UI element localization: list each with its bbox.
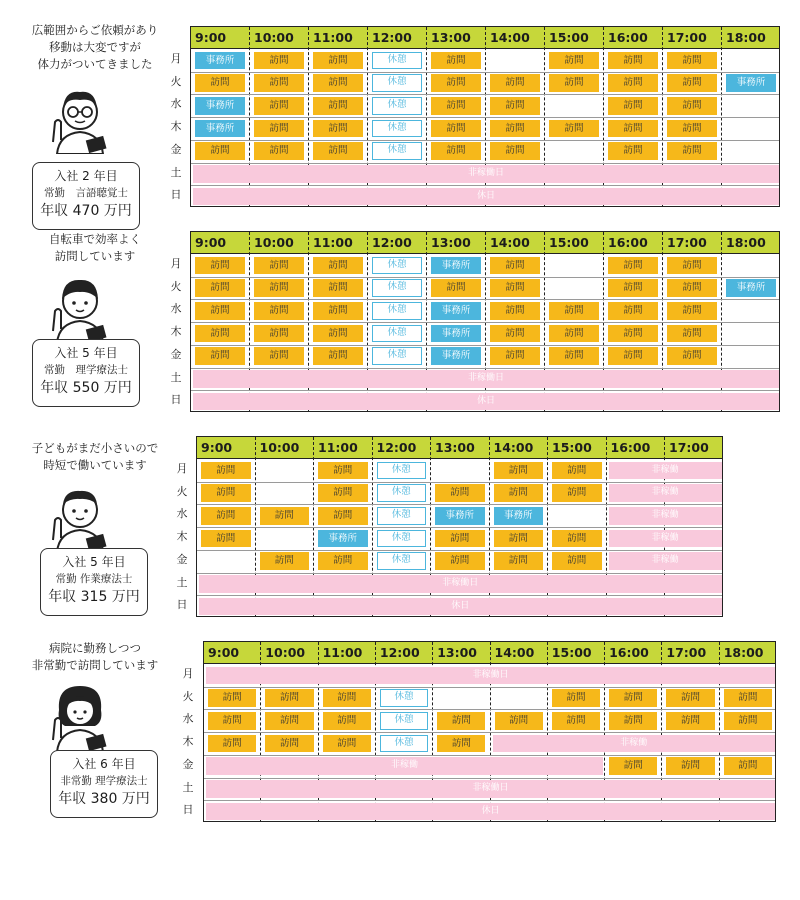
break-slot: 休憩 bbox=[372, 347, 422, 365]
schedule-grid bbox=[196, 436, 723, 617]
profile-caption: 病院に勤務しつつ 非常勤で訪問しています bbox=[31, 641, 159, 672]
break-slot: 休憩 bbox=[377, 552, 427, 570]
office-slot: 事務所 bbox=[431, 302, 481, 320]
visit-slot: 訪問 bbox=[495, 712, 543, 730]
weekday-label: 木 bbox=[182, 735, 194, 749]
visit-slot: 訪問 bbox=[666, 712, 714, 730]
time-header-cell: 11:00 bbox=[313, 235, 353, 250]
non-working-block: 非稼働 bbox=[609, 552, 722, 570]
time-header-cell: 10:00 bbox=[254, 30, 294, 45]
office-slot: 事務所 bbox=[431, 325, 481, 343]
time-header-cell: 11:00 bbox=[322, 645, 363, 660]
visit-slot: 訪問 bbox=[490, 120, 540, 138]
annual-salary: 年収 550 万円 bbox=[40, 380, 132, 396]
visit-slot: 訪問 bbox=[195, 302, 245, 320]
visit-slot: 訪問 bbox=[667, 257, 717, 275]
visit-slot: 訪問 bbox=[608, 279, 658, 297]
visit-slot: 訪問 bbox=[667, 279, 717, 297]
weekday-label: 木 bbox=[170, 325, 182, 339]
office-slot: 事務所 bbox=[494, 507, 544, 525]
break-slot: 休憩 bbox=[372, 97, 422, 115]
break-slot: 休憩 bbox=[372, 257, 422, 275]
row-divider bbox=[191, 185, 779, 186]
break-slot: 休憩 bbox=[380, 689, 428, 707]
break-slot: 休憩 bbox=[377, 462, 427, 480]
weekday-label: 月 bbox=[170, 52, 182, 65]
break-slot: 休憩 bbox=[377, 507, 427, 525]
visit-slot: 訪問 bbox=[608, 97, 658, 115]
staff-info-box bbox=[32, 162, 140, 230]
visit-slot: 訪問 bbox=[323, 712, 371, 730]
visit-slot: 訪問 bbox=[195, 142, 245, 160]
row-divider bbox=[204, 800, 775, 801]
visit-slot: 訪問 bbox=[667, 120, 717, 138]
visit-slot: 訪問 bbox=[318, 552, 368, 570]
time-header-cell: 13:00 bbox=[435, 440, 475, 455]
visit-slot: 訪問 bbox=[549, 120, 599, 138]
visit-slot: 訪問 bbox=[608, 74, 658, 92]
non-working-block: 非稼働 bbox=[609, 484, 722, 502]
visit-slot: 訪問 bbox=[313, 257, 363, 275]
visit-slot: 訪問 bbox=[265, 735, 313, 753]
visit-slot: 訪問 bbox=[608, 257, 658, 275]
time-header-cell: 18:00 bbox=[726, 235, 766, 250]
time-header-cell: 9:00 bbox=[208, 645, 240, 660]
office-slot: 事務所 bbox=[195, 97, 245, 115]
weekday-label: 金 bbox=[176, 552, 188, 566]
weekday-label: 月 bbox=[182, 667, 194, 680]
non-working-block: 休日 bbox=[206, 803, 775, 821]
break-slot: 休憩 bbox=[377, 484, 427, 502]
visit-slot: 訪問 bbox=[254, 120, 304, 138]
schedule-grid bbox=[203, 641, 776, 822]
time-header-cell: 17:00 bbox=[667, 30, 707, 45]
visit-slot: 訪問 bbox=[201, 484, 251, 502]
visit-slot: 訪問 bbox=[490, 74, 540, 92]
visit-slot: 訪問 bbox=[609, 712, 657, 730]
office-slot: 事務所 bbox=[195, 52, 245, 70]
weekday-label: 木 bbox=[170, 120, 182, 134]
non-working-block: 非稼働日 bbox=[199, 575, 722, 593]
visit-slot: 訪問 bbox=[724, 757, 772, 775]
employment-type-and-role: 非常勤 理学療法士 bbox=[60, 775, 148, 787]
visit-slot: 訪問 bbox=[437, 735, 485, 753]
non-working-block: 非稼働日 bbox=[193, 165, 779, 183]
visit-slot: 訪問 bbox=[667, 74, 717, 92]
weekday-label: 土 bbox=[182, 780, 194, 794]
office-slot: 事務所 bbox=[318, 530, 368, 548]
row-divider bbox=[191, 299, 779, 300]
visit-slot: 訪問 bbox=[195, 279, 245, 297]
row-divider bbox=[191, 94, 779, 95]
time-header-cell: 11:00 bbox=[313, 30, 353, 45]
break-slot: 休憩 bbox=[372, 325, 422, 343]
row-divider bbox=[191, 345, 779, 346]
weekday-label: 月 bbox=[170, 257, 182, 270]
years-employed: 入社 2 年目 bbox=[54, 169, 118, 183]
annual-salary: 年収 470 万円 bbox=[40, 203, 132, 219]
visit-slot: 訪問 bbox=[437, 712, 485, 730]
non-working-block: 休日 bbox=[193, 393, 779, 411]
weekday-label: 金 bbox=[170, 142, 182, 156]
time-header-cell: 10:00 bbox=[265, 645, 306, 660]
visit-slot: 訪問 bbox=[318, 507, 368, 525]
visit-slot: 訪問 bbox=[195, 325, 245, 343]
profile-caption: 広範囲からご依頼があり 移動は大変ですが 体力がついてきました bbox=[31, 23, 159, 71]
visit-slot: 訪問 bbox=[552, 530, 602, 548]
employment-type-and-role: 常勤 理学療法士 bbox=[44, 364, 128, 376]
years-employed: 入社 6 年目 bbox=[72, 757, 136, 771]
visit-slot: 訪問 bbox=[313, 52, 363, 70]
weekday-label: 水 bbox=[170, 97, 182, 111]
visit-slot: 訪問 bbox=[667, 325, 717, 343]
visit-slot: 訪問 bbox=[608, 302, 658, 320]
visit-slot: 訪問 bbox=[208, 735, 256, 753]
time-header-cell: 17:00 bbox=[669, 440, 709, 455]
weekday-label: 水 bbox=[170, 302, 182, 316]
visit-slot: 訪問 bbox=[490, 142, 540, 160]
weekday-label: 金 bbox=[182, 757, 194, 771]
visit-slot: 訪問 bbox=[254, 257, 304, 275]
weekday-label: 金 bbox=[170, 347, 182, 361]
visit-slot: 訪問 bbox=[608, 52, 658, 70]
staff-info-box bbox=[40, 548, 148, 616]
weekday-label: 日 bbox=[170, 188, 182, 202]
time-header-cell: 14:00 bbox=[493, 440, 534, 455]
visit-slot: 訪問 bbox=[313, 74, 363, 92]
visit-slot: 訪問 bbox=[490, 279, 540, 297]
employment-type-and-role: 常勤 言語聴覚士 bbox=[44, 187, 128, 199]
staff-avatar bbox=[45, 680, 115, 752]
weekday-label: 日 bbox=[182, 803, 194, 817]
row-divider bbox=[191, 322, 779, 323]
staff-info-box bbox=[32, 339, 140, 407]
visit-slot: 訪問 bbox=[254, 325, 304, 343]
visit-slot: 訪問 bbox=[435, 484, 485, 502]
time-header-cell: 14:00 bbox=[490, 30, 530, 45]
office-slot: 事務所 bbox=[431, 347, 481, 365]
visit-slot: 訪問 bbox=[549, 325, 599, 343]
visit-slot: 訪問 bbox=[254, 52, 304, 70]
break-slot: 休憩 bbox=[380, 712, 428, 730]
row-divider bbox=[197, 573, 722, 574]
weekday-label: 日 bbox=[176, 598, 188, 612]
time-header-cell: 9:00 bbox=[195, 30, 227, 45]
employment-type-and-role: 常勤 作業療法士 bbox=[55, 573, 133, 585]
visit-slot: 訪問 bbox=[201, 462, 251, 480]
weekday-label: 火 bbox=[170, 279, 182, 293]
weekday-label: 火 bbox=[170, 74, 182, 88]
break-slot: 休憩 bbox=[372, 52, 422, 70]
profile-caption: 自転車で効率よく 訪問しています bbox=[49, 232, 141, 263]
staff-info-box bbox=[50, 750, 158, 818]
visit-slot: 訪問 bbox=[549, 347, 599, 365]
years-employed: 入社 5 年目 bbox=[54, 346, 118, 360]
weekday-label: 水 bbox=[182, 712, 194, 726]
visit-slot: 訪問 bbox=[608, 120, 658, 138]
visit-slot: 訪問 bbox=[313, 347, 363, 365]
visit-slot: 訪問 bbox=[318, 462, 368, 480]
visit-slot: 訪問 bbox=[323, 735, 371, 753]
visit-slot: 訪問 bbox=[431, 279, 481, 297]
weekday-label: 土 bbox=[176, 575, 188, 589]
visit-slot: 訪問 bbox=[431, 52, 481, 70]
visit-slot: 訪問 bbox=[313, 142, 363, 160]
visit-slot: 訪問 bbox=[608, 142, 658, 160]
visit-slot: 訪問 bbox=[608, 347, 658, 365]
visit-slot: 訪問 bbox=[254, 302, 304, 320]
visit-slot: 訪問 bbox=[724, 712, 772, 730]
weekday-label: 月 bbox=[176, 462, 188, 475]
visit-slot: 訪問 bbox=[313, 279, 363, 297]
visit-slot: 訪問 bbox=[195, 74, 245, 92]
time-header-cell: 14:00 bbox=[490, 235, 530, 250]
row-divider bbox=[197, 595, 722, 596]
time-header-cell: 18:00 bbox=[726, 30, 766, 45]
visit-slot: 訪問 bbox=[667, 302, 717, 320]
time-header-cell: 15:00 bbox=[549, 30, 589, 45]
row-divider bbox=[191, 163, 779, 164]
visit-slot: 訪問 bbox=[666, 757, 714, 775]
time-header-cell: 10:00 bbox=[254, 235, 294, 250]
visit-slot: 訪問 bbox=[609, 689, 657, 707]
row-divider bbox=[204, 755, 775, 756]
non-working-block: 休日 bbox=[193, 188, 779, 206]
time-header-cell: 16:00 bbox=[610, 440, 651, 455]
non-working-block: 非稼働日 bbox=[206, 780, 775, 798]
non-working-block: 非稼働日 bbox=[193, 370, 779, 388]
visit-slot: 訪問 bbox=[431, 74, 481, 92]
weekday-label: 木 bbox=[176, 530, 188, 544]
visit-slot: 訪問 bbox=[323, 689, 371, 707]
visit-slot: 訪問 bbox=[435, 530, 485, 548]
visit-slot: 訪問 bbox=[549, 74, 599, 92]
time-header-cell: 13:00 bbox=[437, 645, 477, 660]
break-slot: 休憩 bbox=[372, 279, 422, 297]
weekday-label: 土 bbox=[170, 370, 182, 384]
row-divider bbox=[197, 482, 722, 483]
row-divider bbox=[197, 550, 722, 551]
row-divider bbox=[204, 732, 775, 733]
visit-slot: 訪問 bbox=[195, 347, 245, 365]
annual-salary: 年収 380 万円 bbox=[58, 791, 150, 807]
visit-slot: 訪問 bbox=[667, 142, 717, 160]
time-header-cell: 9:00 bbox=[195, 235, 227, 250]
visit-slot: 訪問 bbox=[667, 97, 717, 115]
row-divider bbox=[204, 687, 775, 688]
time-header-cell: 15:00 bbox=[552, 440, 592, 455]
staff-avatar bbox=[45, 82, 115, 154]
staff-avatar bbox=[45, 271, 115, 343]
visit-slot: 訪問 bbox=[494, 484, 544, 502]
weekday-label: 火 bbox=[176, 484, 188, 498]
row-divider bbox=[191, 368, 779, 369]
visit-slot: 訪問 bbox=[431, 142, 481, 160]
time-header-cell: 16:00 bbox=[608, 235, 648, 250]
time-header-cell: 11:00 bbox=[318, 440, 358, 455]
break-slot: 休憩 bbox=[372, 142, 422, 160]
office-slot: 事務所 bbox=[435, 507, 485, 525]
visit-slot: 訪問 bbox=[313, 120, 363, 138]
non-working-block: 休日 bbox=[199, 598, 722, 616]
visit-slot: 訪問 bbox=[490, 257, 540, 275]
visit-slot: 訪問 bbox=[490, 325, 540, 343]
visit-slot: 訪問 bbox=[254, 97, 304, 115]
visit-slot: 訪問 bbox=[260, 507, 310, 525]
visit-slot: 訪問 bbox=[313, 97, 363, 115]
visit-slot: 訪問 bbox=[260, 552, 310, 570]
weekday-label: 日 bbox=[170, 393, 182, 407]
schedule-grid bbox=[190, 231, 780, 412]
profile-caption: 子どもがまだ小さいので 時短で働いています bbox=[31, 441, 159, 472]
visit-slot: 訪問 bbox=[494, 530, 544, 548]
time-header-cell: 12:00 bbox=[379, 645, 420, 660]
visit-slot: 訪問 bbox=[201, 530, 251, 548]
visit-slot: 訪問 bbox=[208, 689, 256, 707]
visit-slot: 訪問 bbox=[490, 302, 540, 320]
row-divider bbox=[191, 72, 779, 73]
visit-slot: 訪問 bbox=[431, 120, 481, 138]
row-divider bbox=[191, 140, 779, 141]
break-slot: 休憩 bbox=[380, 735, 428, 753]
break-slot: 休憩 bbox=[372, 120, 422, 138]
office-slot: 事務所 bbox=[431, 257, 481, 275]
time-header-cell: 9:00 bbox=[201, 440, 233, 455]
row-divider bbox=[204, 709, 775, 710]
visit-slot: 訪問 bbox=[435, 552, 485, 570]
visit-slot: 訪問 bbox=[208, 712, 256, 730]
non-working-block: 非稼働 bbox=[609, 507, 722, 525]
non-working-block: 非稼働 bbox=[609, 530, 722, 548]
break-slot: 休憩 bbox=[372, 302, 422, 320]
annual-salary: 年収 315 万円 bbox=[48, 589, 140, 605]
time-header-cell: 17:00 bbox=[667, 235, 707, 250]
visit-slot: 訪問 bbox=[552, 689, 600, 707]
time-header-cell: 16:00 bbox=[609, 645, 649, 660]
time-header-cell: 13:00 bbox=[431, 30, 471, 45]
visit-slot: 訪問 bbox=[318, 484, 368, 502]
visit-slot: 訪問 bbox=[667, 347, 717, 365]
time-header-cell: 15:00 bbox=[551, 645, 592, 660]
visit-slot: 訪問 bbox=[724, 689, 772, 707]
row-divider bbox=[204, 778, 775, 779]
visit-slot: 訪問 bbox=[552, 552, 602, 570]
time-header-cell: 18:00 bbox=[723, 645, 764, 660]
visit-slot: 訪問 bbox=[549, 302, 599, 320]
row-divider bbox=[197, 527, 722, 528]
visit-slot: 訪問 bbox=[195, 257, 245, 275]
time-header-cell: 15:00 bbox=[549, 235, 589, 250]
visit-slot: 訪問 bbox=[313, 302, 363, 320]
time-header-cell: 12:00 bbox=[376, 440, 417, 455]
visit-slot: 訪問 bbox=[490, 347, 540, 365]
visit-slot: 訪問 bbox=[552, 484, 602, 502]
time-header-cell: 13:00 bbox=[431, 235, 471, 250]
visit-slot: 訪問 bbox=[254, 74, 304, 92]
time-header-cell: 16:00 bbox=[608, 30, 648, 45]
time-header-cell: 10:00 bbox=[259, 440, 300, 455]
schedule-grid bbox=[190, 26, 780, 207]
visit-slot: 訪問 bbox=[254, 142, 304, 160]
staff-avatar bbox=[45, 480, 115, 552]
visit-slot: 訪問 bbox=[552, 462, 602, 480]
visit-slot: 訪問 bbox=[201, 507, 251, 525]
row-divider bbox=[197, 504, 722, 505]
row-divider bbox=[191, 117, 779, 118]
weekday-label: 土 bbox=[170, 165, 182, 179]
visit-slot: 訪問 bbox=[549, 52, 599, 70]
weekday-label: 水 bbox=[176, 507, 188, 521]
time-header-cell: 12:00 bbox=[372, 30, 412, 45]
visit-slot: 訪問 bbox=[431, 97, 481, 115]
non-working-block: 非稼働 bbox=[493, 735, 776, 753]
non-working-block: 非稼働 bbox=[609, 462, 722, 480]
visit-slot: 訪問 bbox=[494, 552, 544, 570]
break-slot: 休憩 bbox=[372, 74, 422, 92]
visit-slot: 訪問 bbox=[667, 52, 717, 70]
non-working-block: 非稼働 bbox=[206, 757, 603, 775]
years-employed: 入社 5 年目 bbox=[62, 555, 126, 569]
office-slot: 事務所 bbox=[726, 279, 776, 297]
row-divider bbox=[191, 390, 779, 391]
time-header-cell: 17:00 bbox=[666, 645, 707, 660]
break-slot: 休憩 bbox=[377, 530, 427, 548]
visit-slot: 訪問 bbox=[608, 325, 658, 343]
visit-slot: 訪問 bbox=[313, 325, 363, 343]
weekday-label: 火 bbox=[182, 689, 194, 703]
visit-slot: 訪問 bbox=[494, 462, 544, 480]
visit-slot: 訪問 bbox=[254, 279, 304, 297]
time-header-cell: 14:00 bbox=[494, 645, 535, 660]
visit-slot: 訪問 bbox=[490, 97, 540, 115]
time-header-cell: 12:00 bbox=[372, 235, 412, 250]
visit-slot: 訪問 bbox=[666, 689, 714, 707]
visit-slot: 訪問 bbox=[265, 689, 313, 707]
office-slot: 事務所 bbox=[726, 74, 776, 92]
visit-slot: 訪問 bbox=[552, 712, 600, 730]
non-working-block: 非稼働日 bbox=[206, 667, 775, 685]
visit-slot: 訪問 bbox=[254, 347, 304, 365]
visit-slot: 訪問 bbox=[609, 757, 657, 775]
visit-slot: 訪問 bbox=[265, 712, 313, 730]
office-slot: 事務所 bbox=[195, 120, 245, 138]
row-divider bbox=[191, 277, 779, 278]
